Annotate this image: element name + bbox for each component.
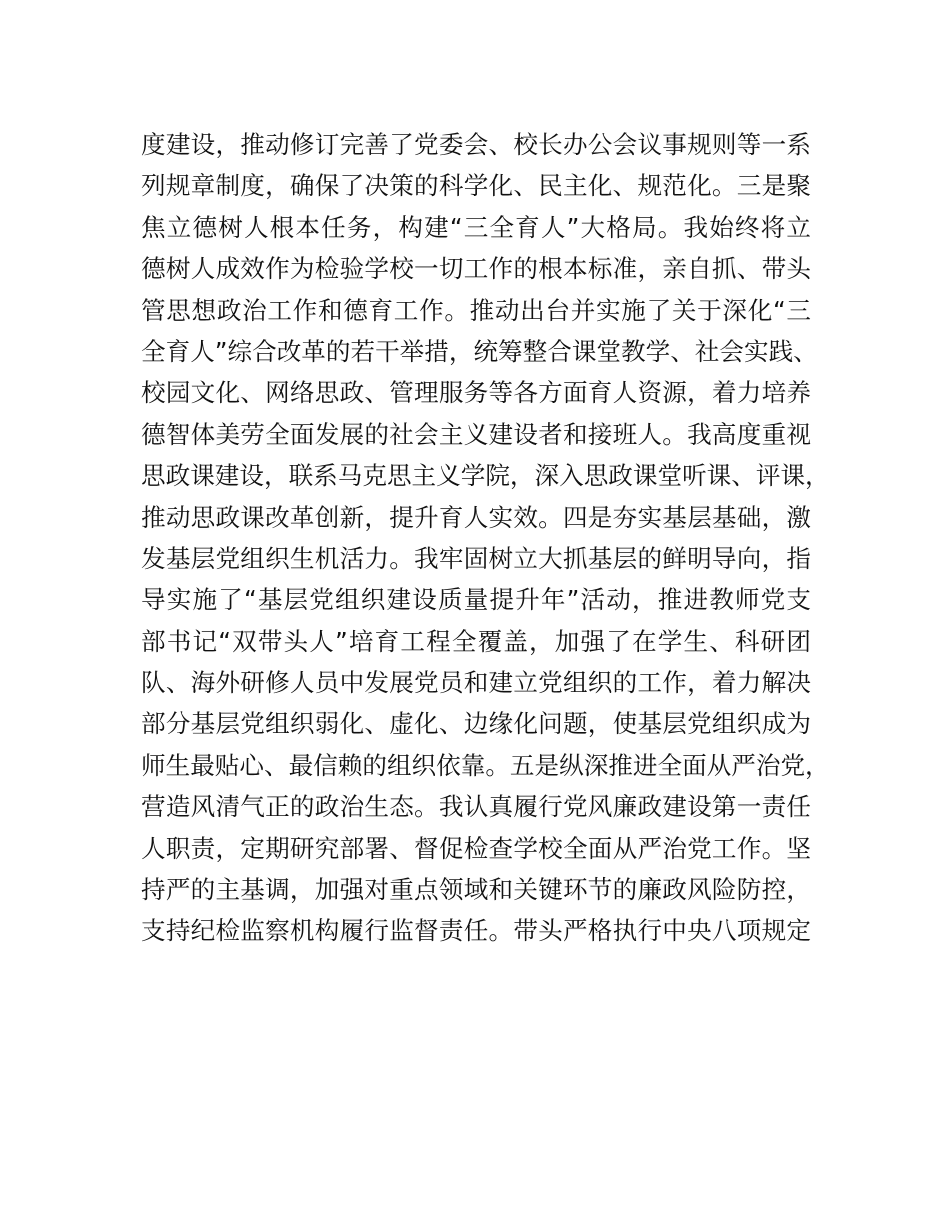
text-line: 全育人”综合改革的若干举措，统筹整合课堂教学、社会实践、 [141,336,818,366]
text-line: 队、海外研修人员中发展党员和建立党组织的工作，着力解决 [141,668,811,698]
text-line: 管思想政治工作和德育工作。推动出台并实施了关于深化“三 [141,295,811,325]
text-line: 思政课建设，联系马克思主义学院，深入思政课堂听课、评课， [141,461,830,491]
text-line: 导实施了“基层党组织建设质量提升年”活动，推进教师党支 [141,585,811,615]
text-line: 列规章制度，确保了决策的科学化、民主化、规范化。三是聚 [141,171,811,201]
text-line: 支持纪检监察机构履行监督责任。带头严格执行中央八项规定 [141,916,811,946]
text-line: 德树人成效作为检验学校一切工作的根本标准，亲自抓、带头 [141,254,811,284]
text-line: 校园文化、网络思政、管理服务等各方面育人资源，着力培养 [141,378,811,408]
body-text [141,124,830,952]
text-line: 度建设，推动修订完善了党委会、校长办公会议事规则等一系 [141,130,811,159]
text-line: 焦立德树人根本任务，构建“三全育人”大格局。我始终将立 [141,212,811,242]
text-line: 营造风清气正的政治生态。我认真履行党风廉政建设第一责任 [141,792,811,822]
text-line: 推动思政课改革创新，提升育人实效。四是夯实基层基础，激 [141,502,811,532]
text-line: 人职责，定期研究部署、督促检查学校全面从严治党工作。坚 [141,833,811,863]
text-line: 部书记“双带头人”培育工程全覆盖，加强了在学生、科研团 [141,626,811,656]
text-line: 持严的主基调，加强对重点领域和关键环节的廉政风险防控， [141,875,811,905]
text-line: 发基层党组织生机活力。我牢固树立大抓基层的鲜明导向，指 [141,543,811,573]
text-line: 师生最贴心、最信赖的组织依靠。五是纵深推进全面从严治党， [141,750,830,780]
text-line: 德智体美劳全面发展的社会主义建设者和接班人。我高度重视 [141,419,811,449]
text-line: 部分基层党组织弱化、虚化、边缘化问题，使基层党组织成为 [141,709,811,739]
